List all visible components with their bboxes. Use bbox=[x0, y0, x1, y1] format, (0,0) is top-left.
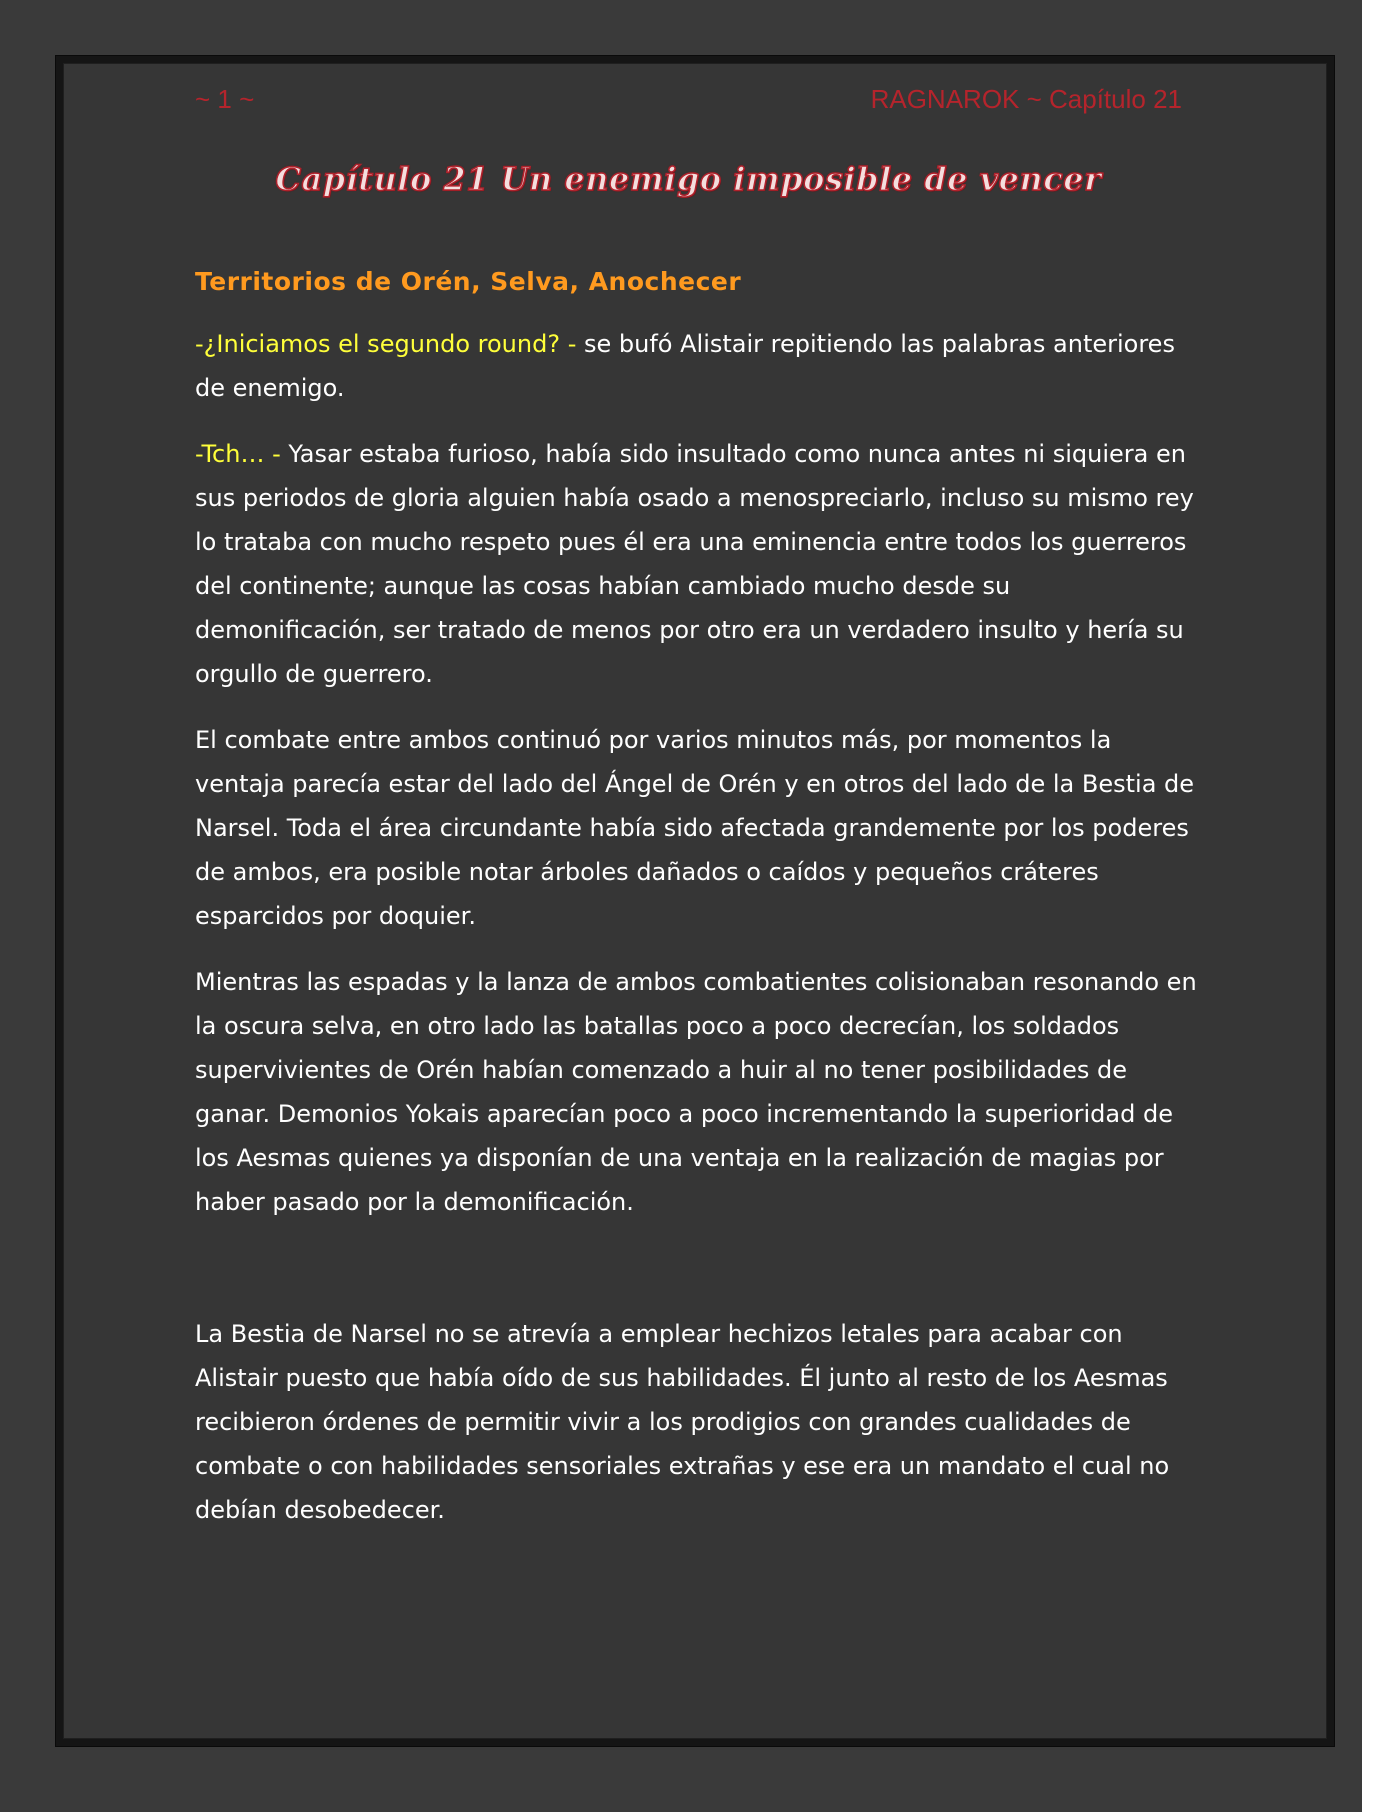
paragraph-2 bbox=[195, 432, 1205, 696]
dialogue: -Tch… - bbox=[195, 440, 289, 468]
running-title: RAGNAROK ~ Capítulo 21 bbox=[870, 84, 1182, 114]
narration: Yasar estaba furioso, había sido insultado como nunca antes ni siquiera en sus periodos de gloria alguien había osado a menospreciarlo, incluso su mismo rey lo trataba con mucho respeto pues él era una eminencia entre todos los guerreros del continente; aunque las cosas habían cambiado mucho desde su demonificación, ser tratado de menos por otro era un verdadero insulto y hería su orgullo de guerrero. bbox=[195, 440, 1194, 688]
paragraph-3: El combate entre ambos continuó por varios minutos más, por momentos la ventaja parecía estar del lado del Ángel de Orén y en otros del lado de la Bestia de Narsel. Toda el área circundante había sido afectada grandemente por los poderes de ambos, era posible notar árboles dañados o caídos y pequeños cráteres esparcidos por doquier. bbox=[195, 726, 1195, 930]
paragraph-1 bbox=[195, 322, 1205, 410]
paragraph-gap bbox=[195, 1246, 1205, 1312]
page-number: ~ 1 ~ bbox=[195, 84, 255, 114]
page-header bbox=[195, 84, 1182, 118]
page-edge bbox=[1362, 0, 1400, 1812]
scene-location: Territorios de Orén, Selva, Anochecer bbox=[195, 267, 742, 296]
paragraph-4: Mientras las espadas y la lanza de ambos combatientes colisionaban resonando en la oscura selva, en otro lado las batallas poco a poco decrecían, los soldados supervivientes de Orén habían comenzado a huir al no tener posibilidades de ganar. Demonios Yokais aparecían poco a poco incrementando la superioridad de los Aesmas quienes ya disponían de una ventaja en la realización de magias por haber pasado por la demonificación. bbox=[195, 968, 1197, 1216]
narration: se bufó Alistair repitiendo las palabras anteriores de enemigo. bbox=[195, 330, 1175, 402]
chapter-title: Capítulo 21 Un enemigo imposible de vencer bbox=[275, 160, 1102, 198]
document-body bbox=[195, 260, 1205, 1554]
dialogue: -¿Iniciamos el segundo round? - bbox=[195, 330, 577, 358]
paragraph-5: La Bestia de Narsel no se atrevía a emplear hechizos letales para acabar con Alistair puesto que había oído de sus habilidades. Él junto al resto de los Aesmas recibieron órdenes de permitir vivir a los prodigios con grandes cualidades de combate o con habilidades sensoriales extrañas y ese era un mandato el cual no debían desobedecer. bbox=[195, 1320, 1170, 1524]
